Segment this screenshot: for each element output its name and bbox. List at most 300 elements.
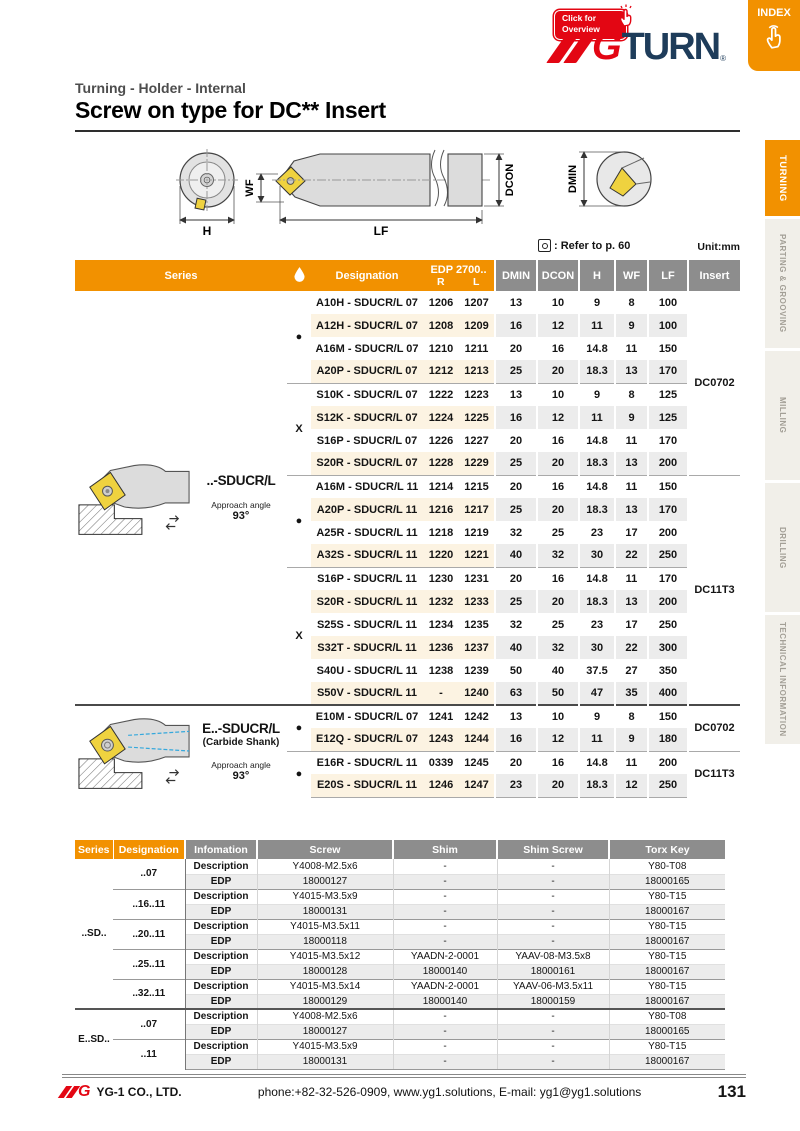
parts-col-torx-key: Torx Key (609, 840, 725, 859)
h-cell: 9 (579, 291, 615, 314)
wf-cell: 9 (615, 406, 648, 429)
lf-cell: 200 (648, 452, 688, 475)
series-cell (75, 291, 287, 705)
edp-r-cell: 1238 (428, 664, 454, 677)
designation-cell: A16M - SDUCR/L 11 (311, 475, 423, 498)
parts-value-cell: Y80-T15 (609, 1039, 725, 1054)
parts-value-cell: 18000140 (393, 964, 497, 979)
refer-note-text: : Refer to p. 60 (554, 239, 631, 252)
parts-row-label: EDP (185, 1054, 257, 1069)
holder-table (75, 260, 740, 798)
logo-g: G (78, 1082, 91, 1100)
parts-value-cell: 18000129 (257, 994, 393, 1009)
dcon-cell: 20 (537, 774, 579, 797)
series-cell-content (75, 709, 287, 795)
dmin-cell: 23 (495, 774, 537, 797)
lf-cell: 100 (648, 291, 688, 314)
wf-cell: 11 (615, 429, 648, 452)
parts-value-cell: 18000140 (393, 994, 497, 1009)
parts-value-cell: Y4015-M3.5x14 (257, 979, 393, 994)
sidebar-tab-drilling[interactable] (765, 483, 800, 612)
lf-cell: 125 (648, 383, 688, 406)
parts-value-cell: Y80-T15 (609, 889, 725, 904)
tab-label: MILLING (778, 397, 787, 434)
col-header-lf: LF (648, 260, 688, 291)
parts-row-label: Description (193, 860, 249, 872)
lf-cell: 200 (648, 521, 688, 544)
dcon-cell: 32 (537, 636, 579, 659)
parts-value-cell: YAADN-2-0001 (393, 949, 497, 964)
wf-cell: 11 (615, 751, 648, 774)
dcon-cell: 16 (537, 751, 579, 774)
col-header-h: H (579, 260, 615, 291)
edp-r-cell: 1206 (428, 296, 454, 309)
lf-cell: 250 (648, 613, 688, 636)
parts-row-label: EDP (185, 874, 257, 889)
boring-bar-side-view (272, 150, 516, 238)
rotation-arrows-icon (166, 515, 178, 529)
lf-cell: 350 (648, 659, 688, 682)
yg-logo (62, 1082, 91, 1100)
dmin-cell: 20 (495, 337, 537, 360)
wf-cell: 22 (615, 544, 648, 567)
parts-table-row (75, 889, 725, 904)
dmin-cell: 13 (495, 291, 537, 314)
tool-drawing (77, 457, 193, 539)
parts-row-label: EDP (185, 934, 257, 949)
lf-cell: 300 (648, 636, 688, 659)
lf-cell: 170 (648, 429, 688, 452)
index-label: INDEX (757, 7, 791, 19)
registered-mark: ® (720, 54, 727, 63)
parts-col-information: Infomation (185, 840, 257, 859)
h-cell: 18.3 (579, 452, 615, 475)
company-name: YG-1 CO., LTD. (96, 1085, 182, 1099)
designation-cell: S12K - SDUCR/L 07 (311, 406, 423, 429)
logo-g: G (592, 26, 622, 69)
designation-cell: A32S - SDUCR/L 11 (311, 544, 423, 567)
parts-row-label: EDP (185, 964, 257, 979)
dmin-cell: 25 (495, 498, 537, 521)
insert-cell: DC11T3 (688, 751, 740, 797)
parts-value-cell: Y80-T15 (609, 949, 725, 964)
svg-text:LF: LF (373, 224, 389, 238)
page-number: 131 (717, 1082, 746, 1101)
coolant-drop-icon (294, 267, 305, 282)
designation-cell: A25R - SDUCR/L 11 (316, 526, 418, 539)
rotation-arrows-icon (166, 769, 178, 783)
designation-cell: A20P - SDUCR/L 11 (311, 498, 423, 521)
end-view-right (567, 152, 651, 206)
parts-table-row (75, 1039, 725, 1054)
h-cell: 23 (579, 521, 615, 544)
wf-dimension (244, 174, 284, 202)
dmin-cell: 16 (495, 728, 537, 751)
parts-value-cell: Y80-T15 (609, 919, 725, 934)
h-cell: 14.8 (579, 337, 615, 360)
edp-r-cell: 0339 (423, 751, 459, 774)
parts-value-cell: YAADN-2-0001 (393, 979, 497, 994)
wf-cell: 13 (615, 452, 648, 475)
edp-r-label: R (436, 275, 445, 288)
h-cell: 11 (579, 314, 615, 337)
refer-note (538, 239, 630, 252)
dcon-cell: 50 (537, 682, 579, 705)
designation-cell: S20R - SDUCR/L 11 (311, 590, 423, 613)
edp-l-cell: 1207 (464, 296, 489, 309)
designation-cell: S32T - SDUCR/L 11 (311, 636, 423, 659)
parts-value-cell: Y80-T15 (609, 979, 725, 994)
edp-l-cell: 1237 (459, 636, 495, 659)
sidebar-tab-turning[interactable] (765, 140, 800, 216)
sidebar-tab-technical-information[interactable] (765, 615, 800, 744)
parts-table-header-row (75, 840, 725, 859)
parts-value-cell: Y4015-M3.5x9 (257, 889, 393, 904)
dmin-cell: 20 (495, 429, 537, 452)
dmin-cell: 40 (495, 544, 537, 567)
page-title: Screw on type for DC** Insert (75, 97, 386, 123)
designation-cell: E10M - SDUCR/L 07 (311, 705, 423, 728)
edp-group-label: EDP 2700.. (430, 263, 487, 276)
dmin-cell: 40 (495, 636, 537, 659)
sidebar-tab-milling[interactable] (765, 351, 800, 480)
series-sublabel: (Carbide Shank) (202, 737, 280, 748)
parts-value-cell: 18000167 (609, 904, 725, 919)
parts-row-label: Description (185, 949, 257, 964)
wf-cell: 12 (615, 774, 648, 797)
dmin-cell: 32 (495, 521, 537, 544)
col-header-designation: Designation (311, 260, 423, 291)
parts-value-cell: - (393, 1009, 497, 1024)
parts-series-cell: ..SD.. (81, 928, 107, 939)
wf-cell: 11 (615, 475, 648, 498)
edp-l-cell: 1209 (459, 314, 495, 337)
parts-value-cell: - (497, 1039, 609, 1054)
lf-cell: 150 (648, 475, 688, 498)
parts-value-cell: - (393, 1054, 497, 1069)
wf-cell: 13 (615, 590, 648, 613)
parts-value-cell: 18000118 (257, 934, 393, 949)
breadcrumb: Turning - Holder - Internal (75, 80, 246, 96)
parts-value-cell: - (497, 889, 609, 904)
edp-r-cell: 1246 (423, 774, 459, 797)
h-cell: 23 (579, 613, 615, 636)
svg-text:WF: WF (244, 179, 256, 197)
edp-l-cell: 1229 (459, 452, 495, 475)
parts-value-cell: 18000165 (609, 874, 725, 889)
parts-value-cell: - (497, 1009, 609, 1024)
overview-badge-line2: Overview (562, 23, 600, 34)
parts-designation-cell: ..16..11 (113, 889, 185, 919)
spare-parts-table (75, 840, 725, 1070)
dcon-cell: 20 (537, 360, 579, 383)
parts-value-cell: 18000167 (609, 934, 725, 949)
wf-cell: 13 (615, 498, 648, 521)
wf-cell: 17 (615, 521, 648, 544)
parts-row-label: EDP (185, 1024, 257, 1039)
designation-cell: S20R - SDUCR/L 07 (311, 452, 423, 475)
lf-cell: 170 (648, 498, 688, 521)
lf-cell: 150 (648, 705, 688, 728)
parts-value-cell: - (393, 1039, 497, 1054)
edp-l-cell: 1233 (459, 590, 495, 613)
lf-cell: 180 (648, 728, 688, 751)
parts-table-row (75, 979, 725, 994)
parts-row-label: EDP (185, 904, 257, 919)
parts-col-screw: Screw (257, 840, 393, 859)
coolant-mark: X (287, 383, 311, 475)
parts-table-row (75, 919, 725, 934)
parts-value-cell: Y4015-M3.5x12 (257, 949, 393, 964)
designation-cell: A12H - SDUCR/L 07 (311, 314, 423, 337)
tool-drawing-carbide (77, 711, 193, 793)
edp-l-cell: 1247 (459, 774, 495, 797)
dmin-cell: 13 (495, 383, 537, 406)
edp-l-cell: 1245 (459, 751, 495, 774)
svg-text:DCON: DCON (504, 163, 516, 197)
parts-value-cell: 18000159 (497, 994, 609, 1009)
edp-l-cell: 1223 (459, 383, 495, 406)
parts-value-cell: Y80-T08 (609, 1009, 725, 1024)
footer (62, 1082, 746, 1102)
edp-l-label: L (473, 275, 480, 288)
edp-r-cell: 1232 (423, 590, 459, 613)
wf-cell: 13 (615, 360, 648, 383)
col-header-wf: WF (615, 260, 648, 291)
designation-cell: S50V - SDUCR/L 11 (311, 682, 423, 705)
h-cell: 11 (579, 406, 615, 429)
edp-l-cell: 1225 (459, 406, 495, 429)
edp-r-cell: 1214 (423, 475, 459, 498)
parts-designation-cell: ..25..11 (113, 949, 185, 979)
lf-cell: 250 (648, 544, 688, 567)
parts-table-row (75, 949, 725, 964)
edp-l-cell: 1227 (464, 434, 489, 447)
dmin-cell: 25 (495, 360, 537, 383)
h-cell: 30 (579, 544, 615, 567)
parts-series-cell: E..SD.. (75, 1009, 113, 1069)
footer-contact: phone:+82-32-526-0909, www.yg1.solutions, E-mail: yg1@yg1.solutions (257, 1085, 642, 1099)
approach-angle-value: 93° (232, 770, 250, 782)
dcon-cell: 16 (537, 475, 579, 498)
edp-l-cell: 1231 (459, 567, 495, 590)
edp-l-cell: 1240 (459, 682, 495, 705)
designation-cell: E12Q - SDUCR/L 07 (311, 728, 423, 751)
footer-rules (62, 1074, 746, 1080)
h-cell: 18.3 (579, 590, 615, 613)
parts-col-shim-screw: Shim Screw (497, 840, 609, 859)
dcon-cell: 25 (537, 613, 579, 636)
parts-designation-cell: ..11 (113, 1039, 185, 1069)
parts-value-cell: 18000167 (609, 964, 725, 979)
designation-cell: S10K - SDUCR/L 07 (311, 383, 423, 406)
edp-l-cell: 1213 (459, 360, 495, 383)
index-hand-icon (762, 21, 786, 51)
lf-cell: 150 (648, 337, 688, 360)
edp-l-cell: 1235 (464, 618, 489, 631)
lf-cell: 200 (648, 751, 688, 774)
designation-cell: E16R - SDUCR/L 11 (311, 751, 423, 774)
tab-label: TECHNICAL INFORMATION (778, 622, 787, 737)
lf-cell: 250 (648, 774, 688, 797)
overview-badge-line1: Click for (562, 13, 597, 23)
dimension-diagram (152, 136, 672, 240)
dcon-cell: 12 (537, 406, 579, 429)
holder-table-row (75, 705, 740, 728)
edp-r-cell: 1210 (428, 342, 454, 355)
parts-value-cell: Y80-T08 (609, 859, 725, 874)
dmin-cell: 16 (495, 314, 537, 337)
dmin-cell: 25 (495, 452, 537, 475)
edp-r-cell: 1222 (423, 383, 459, 406)
approach-angle-value: 93° (232, 510, 250, 522)
tab-label: DRILLING (778, 526, 787, 569)
index-button[interactable] (748, 0, 800, 71)
screw-symbol-icon (538, 239, 551, 252)
edp-r-cell: 1243 (423, 728, 459, 751)
designation-cell: S40U - SDUCR/L 11 (316, 664, 418, 677)
parts-row-label: EDP (185, 994, 257, 1009)
h-cell: 37.5 (579, 659, 615, 682)
svg-text:H: H (202, 224, 212, 238)
h-cell: 14.8 (579, 751, 615, 774)
edp-l-cell: 1219 (464, 526, 489, 539)
edp-r-cell: - (423, 682, 459, 705)
parts-designation-cell: ..07 (113, 859, 185, 889)
dcon-cell: 40 (537, 659, 579, 682)
end-view-left (176, 149, 238, 238)
parts-value-cell: 18000131 (257, 904, 393, 919)
dcon-cell: 16 (537, 337, 579, 360)
approach-angle-label: Approach angle (211, 500, 271, 510)
parts-value-cell: Y4008-M2.5x6 (257, 1009, 393, 1024)
h-cell: 14.8 (579, 429, 615, 452)
edp-r-cell: 1241 (423, 705, 459, 728)
lf-cell: 125 (648, 406, 688, 429)
h-cell: 11 (579, 728, 615, 751)
parts-value-cell: - (497, 859, 609, 874)
edp-r-cell: 1228 (423, 452, 459, 475)
parts-row-label: Description (185, 889, 257, 904)
wf-cell: 17 (615, 613, 648, 636)
edp-l-cell: 1242 (459, 705, 495, 728)
parts-value-cell: YAAV-08-M3.5x8 (497, 949, 609, 964)
parts-value-cell: - (497, 934, 609, 949)
parts-designation-cell: ..07 (113, 1009, 185, 1039)
parts-value-cell: Y4015-M3.5x9 (257, 1039, 393, 1054)
wf-cell: 11 (615, 337, 648, 360)
designation-cell: S16P - SDUCR/L 07 (316, 434, 418, 447)
edp-r-cell: 1220 (423, 544, 459, 567)
parts-value-cell: - (497, 874, 609, 889)
unit-label: Unit:mm (697, 241, 740, 253)
coolant-mark: ● (287, 705, 311, 751)
edp-r-cell: 1208 (423, 314, 459, 337)
dcon-cell: 10 (537, 705, 579, 728)
wf-cell: 8 (615, 291, 648, 314)
wf-cell: 9 (615, 728, 648, 751)
dcon-cell: 25 (537, 521, 579, 544)
designation-cell: S25S - SDUCR/L 11 (316, 618, 418, 631)
dcon-cell: 20 (537, 590, 579, 613)
dcon-cell: 32 (537, 544, 579, 567)
parts-value-cell: - (393, 889, 497, 904)
sidebar-tab-parting-grooving[interactable] (765, 219, 800, 348)
edp-r-cell: 1212 (423, 360, 459, 383)
edp-r-cell: 1236 (423, 636, 459, 659)
parts-value-cell: Y4008-M2.5x6 (257, 859, 393, 874)
parts-value-cell: - (497, 904, 609, 919)
parts-value-cell: 18000127 (257, 1024, 393, 1039)
parts-table-row (75, 859, 725, 874)
h-cell: 47 (579, 682, 615, 705)
parts-value-cell: 18000165 (609, 1024, 725, 1039)
wf-cell: 22 (615, 636, 648, 659)
series-label: ..-SDUCR/L (206, 473, 276, 488)
wf-cell: 27 (615, 659, 648, 682)
lf-cell: 170 (648, 567, 688, 590)
dmin-cell: 20 (495, 751, 537, 774)
col-header-insert: Insert (688, 260, 740, 291)
parts-value-cell: - (393, 919, 497, 934)
insert-cell: DC0702 (688, 705, 740, 751)
yg-turn-logo (556, 26, 727, 69)
dcon-cell: 16 (537, 567, 579, 590)
parts-value-cell: - (393, 859, 497, 874)
dcon-cell: 10 (537, 291, 579, 314)
dmin-cell: 50 (495, 659, 537, 682)
insert-cell: DC0702 (688, 291, 740, 475)
parts-row-label: Description (185, 979, 257, 994)
approach-angle-label: Approach angle (211, 760, 271, 770)
edp-r-cell: 1224 (423, 406, 459, 429)
h-cell: 14.8 (579, 567, 615, 590)
parts-value-cell: 18000128 (257, 964, 393, 979)
series-cell-content (75, 455, 287, 541)
col-header-dcon: DCON (537, 260, 579, 291)
parts-designation-cell: ..32..11 (113, 979, 185, 1009)
h-cell: 9 (579, 705, 615, 728)
parts-value-cell: Y4015-M3.5x11 (257, 919, 393, 934)
wf-cell: 9 (615, 314, 648, 337)
h-cell: 18.3 (579, 360, 615, 383)
svg-text:DMIN: DMIN (567, 164, 579, 194)
dmin-cell: 63 (495, 682, 537, 705)
parts-value-cell: - (497, 1024, 609, 1039)
lf-cell: 170 (648, 360, 688, 383)
parts-value-cell: - (393, 934, 497, 949)
parts-value-cell: - (393, 1024, 497, 1039)
col-header-dmin: DMIN (495, 260, 537, 291)
parts-row-label: Description (185, 1039, 257, 1054)
dmin-cell: 20 (495, 475, 537, 498)
dcon-cell: 12 (537, 314, 579, 337)
parts-col-shim: Shim (393, 840, 497, 859)
dmin-cell: 20 (495, 567, 537, 590)
parts-value-cell: YAAV-06-M3.5x11 (497, 979, 609, 994)
title-rule (75, 130, 740, 132)
wf-cell: 11 (615, 567, 648, 590)
parts-table-row (75, 1009, 725, 1024)
lf-cell: 200 (648, 590, 688, 613)
edp-l-cell: 1211 (464, 342, 489, 355)
edp-r-cell: 1234 (428, 618, 454, 631)
h-cell: 9 (579, 383, 615, 406)
wf-cell: 35 (615, 682, 648, 705)
h-cell: 18.3 (579, 498, 615, 521)
parts-value-cell: - (393, 904, 497, 919)
edp-l-cell: 1239 (464, 664, 489, 677)
